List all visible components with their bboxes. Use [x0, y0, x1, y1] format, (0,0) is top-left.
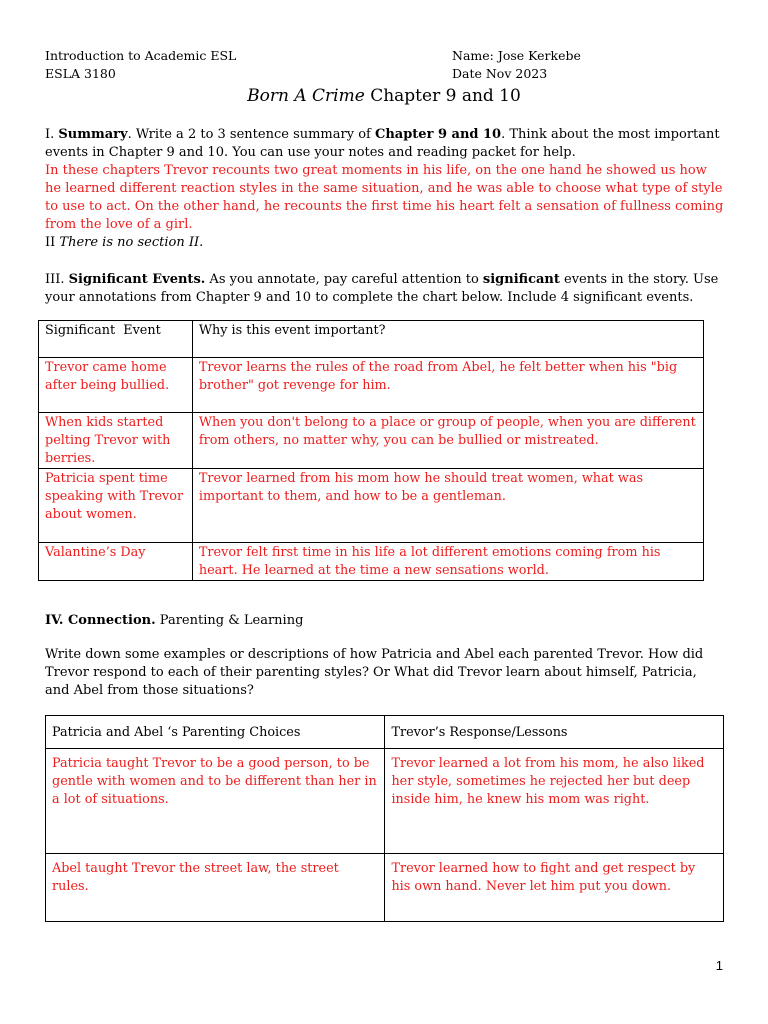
connection-topic: Parenting & Learning: [155, 613, 304, 628]
connection-label: IV. Connection.: [45, 613, 156, 628]
events-instructions: [45, 271, 725, 307]
events-prefix: III.: [45, 272, 69, 287]
parenting-col-choices: Patricia and Abel ‘s Parenting Choices: [46, 716, 385, 749]
book-title: Born A Crime: [247, 86, 365, 106]
why-cell: Trevor learned from his mom how he should treat women, what was important to them, and how to be a gentleman.: [192, 469, 703, 543]
events-label: Significant Events.: [68, 272, 206, 287]
why-cell: When you don't belong to a place or group of people, when you are different from others, no matter why, you can be bullied or mistreated.: [192, 413, 703, 469]
response-cell: Trevor learned how to fight and get respect by his own hand. Never let him put you down.: [385, 854, 724, 922]
section-two-prefix: II: [45, 235, 60, 250]
connection-heading: [45, 612, 725, 630]
parenting-table: [45, 715, 724, 922]
parenting-col-response: Trevor’s Response/Lessons: [385, 716, 724, 749]
event-cell: Trevor came home after being bullied.: [39, 358, 193, 413]
events-significant-word: significant: [482, 272, 560, 287]
page-number: 1: [715, 958, 723, 973]
course-code: ESLA 3180: [45, 66, 116, 81]
summary-text-1: . Write a 2 to 3 sentence summary of: [127, 127, 375, 142]
event-cell: Patricia spent time speaking with Trevor about women.: [39, 469, 193, 543]
course-header: [45, 47, 236, 83]
events-table: [38, 320, 704, 581]
events-col-why: Why is this event important?: [192, 321, 703, 358]
table-row: [39, 543, 704, 581]
student-name: Name: Jose Kerkebe: [452, 48, 581, 63]
summary-label: Summary: [58, 127, 128, 142]
response-cell: Trevor learned a lot from his mom, he also liked her style, sometimes he rejected her but deep inside him, he knew his mom was right.: [385, 749, 724, 854]
table-row: [39, 358, 704, 413]
event-cell: Valantine’s Day: [39, 543, 193, 581]
section-two: [45, 234, 725, 252]
choice-cell: Abel taught Trevor the street law, the street rules.: [46, 854, 385, 922]
summary-instructions: [45, 126, 725, 162]
summary-text-2: . Think about the most important events in Chapter 9 and 10. You can use your notes and reading packet for help.: [45, 127, 720, 160]
table-row: [39, 413, 704, 469]
event-cell: When kids started pelting Trevor with berries.: [39, 413, 193, 469]
summary-chapters: Chapter 9 and 10: [374, 127, 502, 142]
summary-prefix: I.: [45, 127, 59, 142]
table-row: [46, 749, 724, 854]
choice-cell: Patricia taught Trevor to be a good person, to be gentle with women and to be different than her in a lot of situations.: [46, 749, 385, 854]
table-header-row: [46, 716, 724, 749]
why-cell: Trevor felt first time in his life a lot different emotions coming from his heart. He learned at the time a new sensations world.: [192, 543, 703, 581]
why-cell: Trevor learns the rules of the road from Abel, he felt better when his "big brother" got revenge for him.: [192, 358, 703, 413]
table-header-row: [39, 321, 704, 358]
section-two-text: There is no section II.: [59, 235, 204, 250]
submission-date: Date Nov 2023: [452, 66, 548, 81]
student-header: [452, 47, 581, 83]
page-title: [0, 86, 768, 106]
chapter-title: Chapter 9 and 10: [364, 86, 521, 106]
events-col-event: Significant Event: [39, 321, 193, 358]
events-text-2: events in the story. Use your annotations from Chapter 9 and 10 to complete the chart below. Include 4 significant events.: [45, 272, 719, 305]
summary-answer: In these chapters Trevor recounts two great moments in his life, on the one hand he showed us how he learned different reaction styles in the same situation, and he was able to choose what type of style to use to act. On the other hand, he recounts the first time his heart felt a sensation of fullness coming from the love of a girl.: [45, 163, 724, 232]
events-text-1: As you annotate, pay careful attention to: [205, 272, 483, 287]
connection-prompt: Write down some examples or descriptions of how Patricia and Abel each parented Trevor. How did Trevor respond to each of their parenting styles? Or What did Trevor learn about himself, Patricia, and Abel from those situations?: [45, 647, 704, 698]
course-name: Introduction to Academic ESL: [45, 48, 237, 63]
table-row: [46, 854, 724, 922]
table-row: [39, 469, 704, 543]
summary-section: [45, 126, 725, 252]
